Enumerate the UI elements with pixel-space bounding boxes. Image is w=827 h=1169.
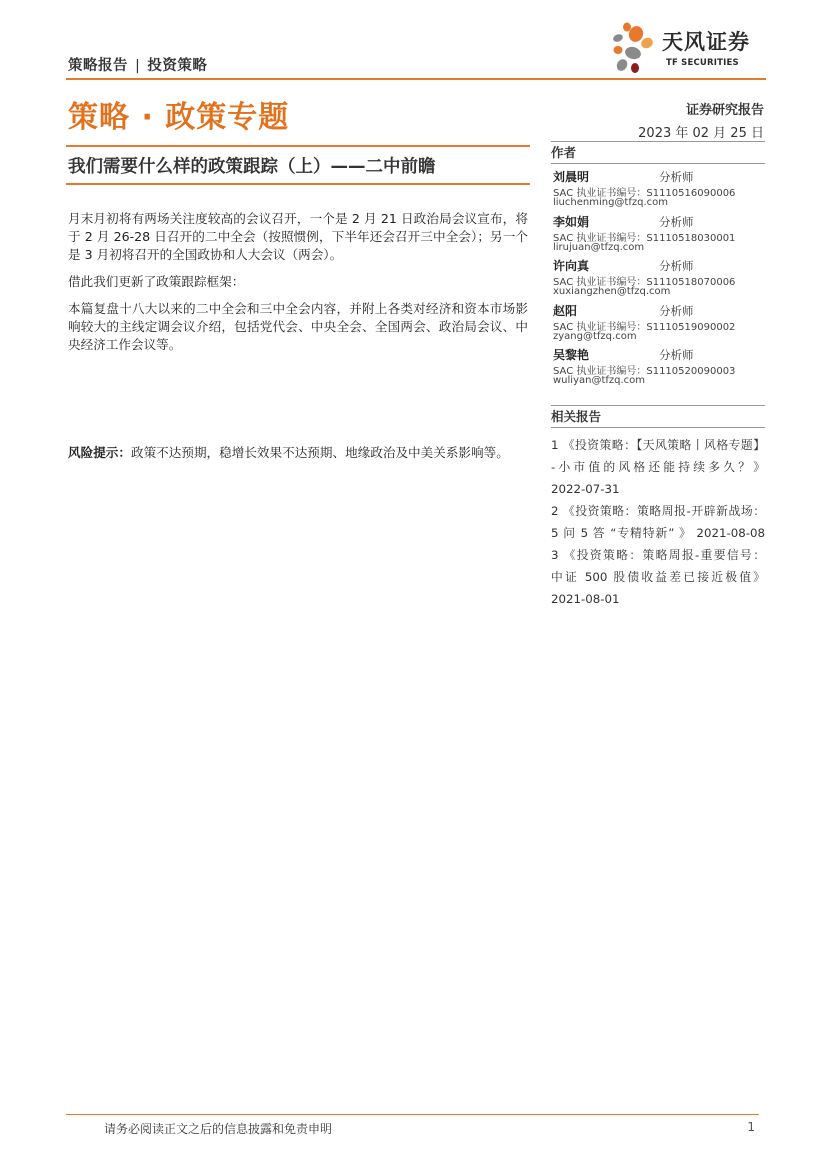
sidebar-rule bbox=[551, 163, 765, 164]
author-entry bbox=[551, 302, 765, 347]
author-role: 分析师 bbox=[659, 303, 694, 318]
author-name: 许向真 bbox=[553, 259, 590, 273]
related-report-date: 2021-08-01 bbox=[551, 592, 620, 606]
related-report-line[interactable]: -小市值的风格还能持续多久？》 bbox=[551, 460, 765, 474]
subtitle-rule-bottom bbox=[66, 183, 530, 185]
authors-list bbox=[551, 168, 765, 391]
author-email[interactable]: xuxiangzhen@tfzq.com bbox=[553, 286, 671, 297]
related-report-line[interactable]: 1 《投资策略：【天风策略丨风格专题】 bbox=[551, 438, 765, 452]
summary-paragraph: 借此我们更新了政策跟踪框架： bbox=[68, 274, 245, 289]
summary-paragraph: 本篇复盘十八大以来的二中全会和三中全会内容，并附上各类对经济和资本市场影响较大的主线定调会议介绍，包括党代会、中央全会、全国两会、政治局会议、中央经济工作会议等。 bbox=[68, 301, 528, 352]
summary-paragraph: 月末月初将有两场关注度较高的会议召开，一个是 2 月 21 日政治局会议宣布，将于 2 月 26-28 日召开的二中全会（按照惯例，下半年还会召开三中全会）；另一个是 3 月初将召开的全国政协和人大会议（两会）。 bbox=[68, 211, 528, 262]
related-report-line[interactable]: 3 《投资策略：策略周报-重要信号： bbox=[551, 548, 765, 562]
report-type: 证券研究报告 bbox=[685, 103, 764, 118]
related-report-line[interactable]: 中证 500 股债收益差已接近极值》 bbox=[551, 570, 765, 584]
company-logo bbox=[610, 21, 770, 75]
author-role: 分析师 bbox=[659, 348, 694, 362]
author-entry bbox=[551, 213, 765, 258]
summary-body bbox=[68, 210, 528, 354]
author-entry bbox=[551, 257, 765, 302]
author-role: 分析师 bbox=[659, 214, 694, 229]
header-rule bbox=[66, 78, 766, 80]
risk-label: 风险提示： bbox=[68, 445, 131, 460]
related-report-line[interactable]: 5 问 5 答 “专精特新” 》 2021-08-08 bbox=[551, 526, 765, 540]
related-reports-list bbox=[551, 434, 765, 610]
authors-panel bbox=[551, 141, 765, 391]
author-sac-id: SAC 执业证书编号：S1110518030001 bbox=[553, 232, 736, 244]
author-name: 赵阳 bbox=[553, 303, 578, 318]
related-heading: 相关报告 bbox=[551, 409, 602, 424]
author-role: 分析师 bbox=[659, 259, 694, 273]
author-entry bbox=[551, 346, 765, 391]
author-sac-id: SAC 执业证书编号：S1110519090002 bbox=[553, 321, 736, 333]
sidebar-rule bbox=[551, 427, 765, 428]
author-email[interactable]: liuchenming@tfzq.com bbox=[553, 197, 668, 208]
footer-disclaimer: 请务必阅读正文之后的信息披露和免责申明 bbox=[104, 1122, 333, 1136]
category-label: 策略报告 bbox=[68, 58, 128, 74]
author-name: 李如娟 bbox=[553, 214, 590, 229]
author-role: 分析师 bbox=[659, 170, 694, 184]
logo-petals-icon bbox=[610, 21, 662, 75]
page-title: 策略 · 政策专题 bbox=[68, 100, 290, 135]
subtitle-rule-top bbox=[66, 145, 530, 147]
risk-text: 政策不达预期，稳增长效果不达预期、地缘政治及中美关系影响等。 bbox=[130, 445, 509, 460]
related-report-date: 2022-07-31 bbox=[551, 482, 620, 496]
subcategory-label: 投资策略 bbox=[147, 58, 208, 74]
related-report-line[interactable]: 2 《投资策略：策略周报-开辟新战场： bbox=[551, 504, 765, 518]
author-name: 吴黎艳 bbox=[553, 348, 590, 362]
author-sac-id: SAC 执业证书编号：S1110520090003 bbox=[553, 366, 736, 377]
author-email[interactable]: wuliyan@tfzq.com bbox=[553, 375, 646, 386]
author-email[interactable]: lirujuan@tfzq.com bbox=[553, 241, 645, 253]
page-number: 1 bbox=[747, 1120, 755, 1134]
author-name: 刘晨明 bbox=[553, 170, 590, 184]
author-sac-id: SAC 执业证书编号：S1110516090006 bbox=[553, 188, 736, 199]
author-sac-id: SAC 执业证书编号：S1110518070006 bbox=[553, 277, 736, 288]
risk-warning bbox=[68, 444, 528, 462]
related-reports-panel bbox=[551, 405, 765, 610]
logo-name-en: TF SECURITIES bbox=[666, 58, 739, 68]
category-separator: | bbox=[135, 58, 141, 74]
report-date: 2023 年 02 月 25 日 bbox=[638, 126, 764, 141]
report-subtitle: 我们需要什么样的政策跟踪（上）——二中前瞻 bbox=[68, 157, 436, 177]
author-email[interactable]: zyang@tfzq.com bbox=[553, 330, 637, 342]
authors-heading: 作者 bbox=[551, 145, 577, 160]
author-entry bbox=[551, 168, 765, 213]
footer-rule bbox=[66, 1114, 759, 1115]
logo-name-cn: 天风证券 bbox=[662, 30, 750, 54]
report-category bbox=[68, 54, 207, 75]
